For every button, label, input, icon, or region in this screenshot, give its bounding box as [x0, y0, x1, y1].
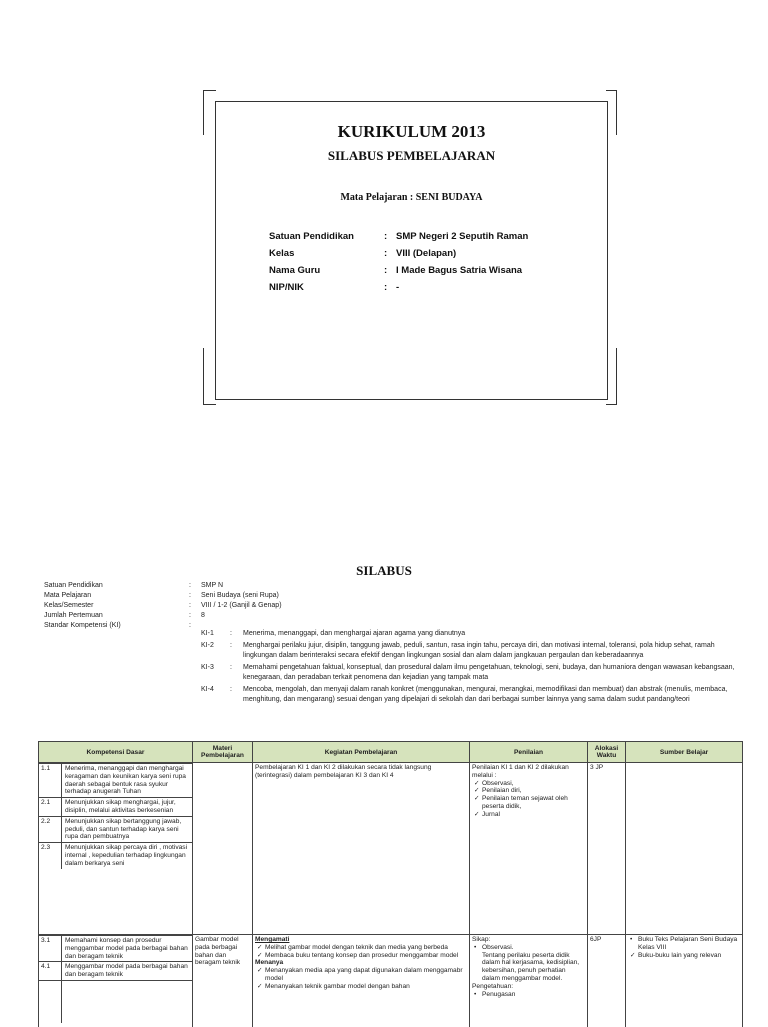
ki-text: Menghargai perilaku jujur, disiplin, tanggung jawab, peduli, santun, rasa ingin tahu, percaya diri, dan motivasi internal, toleransi, pola hidup sehat, ramah lingkungan dalam berinteraksi secara efektif dengan lingkungan sosial dan alam dalam jangkauan pergaulan dan keberadaannya [243, 641, 715, 659]
meta-row [44, 580, 282, 590]
kegiatan-heading: Mengamati [255, 936, 290, 943]
ki-code: KI-2 [201, 641, 214, 649]
cover-field-label: Nama Guru [269, 265, 321, 276]
ki-code: KI-4 [201, 685, 214, 693]
sumber-cell [626, 763, 743, 935]
ki-separator: : [230, 663, 232, 671]
cover-subtitle: SILABUS PEMBELAJARAN [327, 148, 496, 163]
penilaian-cell [470, 935, 588, 1027]
penilaian-text: Tentang perilaku peserta didik dalam hal kerjasama, kedisiplian, kebersihan, penuh perhatian dalam menggambar model. [482, 951, 580, 982]
ki-item [201, 641, 746, 662]
kd-number: 1.1 [39, 764, 62, 798]
meta-separator: : [189, 591, 191, 599]
penilaian-bullet: • Penugasan [472, 991, 585, 999]
table-row [39, 763, 743, 935]
cover-field-value: VIII (Delapan) [396, 248, 457, 259]
kegiatan-item: ✓ Menanyakan teknik gambar model dengan bahan [255, 983, 467, 991]
kd-text: Menunjukkan sikap bertanggung jawab, peduli, dan santun terhadap karya seni rupa dan pembuatnya [62, 816, 193, 842]
meta-label: Standar Kompetensi (KI) [44, 621, 121, 629]
cover-field-row [269, 228, 528, 245]
header-kegiatan: Kegiatan Pembelajaran [253, 742, 470, 763]
kd-number [39, 980, 62, 1023]
cover-fields [269, 228, 528, 296]
kd-text: Menggambar model pada berbagai bahan dan beragam teknik [62, 962, 193, 981]
penilaian-heading: Sikap: [472, 936, 491, 943]
ki-text: Menerima, menanggapi, dan menghargai ajaran agama yang dianutnya [243, 630, 466, 637]
kd-cell [39, 763, 193, 935]
silabus-meta [44, 580, 282, 630]
ki-separator: : [230, 641, 232, 649]
meta-separator: : [189, 601, 191, 609]
kd-text [62, 980, 193, 1023]
kegiatan-item: ✓ Melihat gambar model dengan teknik dan media yang berbeda [255, 944, 467, 952]
kegiatan-heading: Menanya [255, 959, 284, 967]
ki-list [201, 629, 746, 707]
ki-item [201, 629, 746, 640]
kegiatan-cell: Pembelajaran KI 1 dan KI 2 dilakukan secara tidak langsung (terintegrasi) dalam pembelajaran KI 3 dan KI 4 [253, 763, 470, 935]
header-kompetensi-dasar: Kompetensi Dasar [39, 742, 193, 763]
kd-text: Menerima, menanggapi dan menghargai keragaman dan keunikan karya seni rupa daerah sebagai bentuk rasa syukur terhadap anugerah Tuhan [62, 764, 193, 798]
cover-field-value: SMP Negeri 2 Seputih Raman [396, 231, 529, 242]
cover-field-value: I Made Bagus Satria Wisana [396, 265, 523, 276]
meta-value: SMP N [201, 581, 224, 589]
sumber-bullet: • Buku Teks Pelajaran Seni Budaya Kelas VIII [628, 936, 740, 952]
meta-row [44, 610, 282, 620]
kd-item [39, 936, 192, 962]
cover-field-separator: : [384, 265, 388, 276]
kd-number: 3.1 [39, 936, 62, 962]
ki-text: Mencoba, mengolah, dan menyaji dalam ranah konkret (menggunakan, mengurai, merangkai, memodifikasi dan membuat) dan abstrak (menulis, membaca, menghitung, dan mengarang) sesuai dengan yang dipelajari di sekolah dan dari berbagai sumber lainnya yang sama dalam sudut pandang/teori [243, 685, 728, 703]
kd-text: Menunjukkan sikap percaya diri , motivasi internal , kepedulian terhadap lingkungan dalam berkarya seni [62, 843, 193, 869]
header-penilaian: Penilaian [470, 742, 588, 763]
penilaian-item: ✓ Penilaian teman sejawat oleh peserta didik, [472, 795, 585, 811]
header-materi: Materi Pembelajaran [193, 742, 253, 763]
cover-title: KURIKULUM 2013 [337, 122, 486, 141]
silabus-table [38, 741, 743, 1027]
cover-field-separator: : [384, 231, 388, 242]
cover-field-label: Satuan Pendidikan [269, 231, 354, 242]
penilaian-cell [470, 763, 588, 935]
meta-label: Jumlah Pertemuan [44, 611, 103, 619]
kd-cell [39, 935, 193, 1027]
ki-code: KI-1 [201, 630, 214, 637]
ki-text: Memahami pengetahuan faktual, konseptual, dan prosedural dalam ilmu pengetahuan, teknologi, seni, budaya, dan humaniora dengan wawasan kebangsaan, kenegaraan, dan peradaban terkait penomena dan kejadian yang tampak mata [243, 663, 735, 681]
materi-cell [193, 763, 253, 935]
kd-number: 2.3 [39, 843, 62, 869]
meta-label: Kelas/Semester [44, 601, 94, 609]
kd-item [39, 764, 192, 798]
meta-separator: : [189, 621, 191, 629]
cover-box [215, 101, 608, 400]
penilaian-heading: Pengetahuan: [472, 982, 514, 990]
ki-separator: : [230, 685, 232, 693]
kd-number: 2.2 [39, 816, 62, 842]
cover-field-separator: : [384, 248, 388, 259]
kd-text: Menunjukkan sikap menghargai, jujur, disiplin, melalui aktivitas berkesenian [62, 798, 193, 817]
sumber-check: ✓ Buku-buku lain yang relevan [628, 952, 740, 960]
cover-field-separator: : [384, 282, 388, 293]
kegiatan-item: ✓ Menanyakan media apa yang dapat digunakan dalam menggamabr model [255, 967, 467, 983]
meta-value: 8 [201, 611, 205, 619]
meta-row [44, 590, 282, 600]
ki-code: KI-3 [201, 663, 214, 671]
penilaian-item: ✓ Penilaian diri, [472, 787, 585, 795]
kd-item [39, 962, 192, 981]
penilaian-bullet: • Observasi. [472, 944, 585, 952]
kd-item [39, 798, 192, 817]
table-row [39, 935, 743, 1027]
penilaian-item: ✓ Jurnal [472, 811, 585, 819]
kd-list [39, 763, 192, 869]
meta-value: VIII / 1-2 (Ganjil & Genap) [201, 601, 282, 609]
table-header-row [39, 742, 743, 763]
cover-field-label: NIP/NIK [269, 282, 304, 293]
kd-text: Memahami konsep dan prosedur menggambar model pada berbagai bahan dan beragam teknik [62, 936, 193, 962]
ki-item [201, 685, 746, 706]
cover-field-row [269, 279, 528, 296]
kd-item [39, 980, 192, 1023]
ki-item [201, 663, 746, 684]
kd-item [39, 816, 192, 842]
cover-field-label: Kelas [269, 248, 295, 259]
alokasi-cell: 6JP [588, 935, 626, 1027]
kegiatan-cell [253, 935, 470, 1027]
penilaian-item: ✓ Observasi, [472, 780, 585, 788]
cover-field-row [269, 245, 528, 262]
meta-label: Satuan Pendidikan [44, 581, 103, 589]
silabus-title: SILABUS [356, 563, 412, 578]
meta-separator: : [189, 581, 191, 589]
cover-field-row [269, 262, 528, 279]
kd-number: 4.1 [39, 962, 62, 981]
cover-subject: Mata Pelajaran : SENI BUDAYA [340, 192, 483, 203]
ki-separator: : [230, 630, 232, 637]
kegiatan-item: ✓ Membaca buku tentang konsep dan prosedur menggambar model [255, 952, 467, 960]
kd-list [39, 935, 192, 1023]
meta-value: Seni Budaya (seni Rupa) [201, 591, 279, 599]
meta-row [44, 600, 282, 610]
meta-label: Mata Pelajaran [44, 591, 92, 599]
header-alokasi: Alokasi Waktu [588, 742, 626, 763]
materi-cell: Gambar model pada berbagai bahan dan beragam teknik [193, 935, 253, 1027]
sumber-cell [626, 935, 743, 1027]
penilaian-intro: Penilaian KI 1 dan KI 2 dilakukan melalui : [472, 764, 569, 779]
kd-number: 2.1 [39, 798, 62, 817]
cover-field-value: - [396, 282, 400, 293]
meta-separator: : [189, 611, 191, 619]
header-sumber: Sumber Belajar [626, 742, 743, 763]
kd-item [39, 843, 192, 869]
alokasi-cell: 3 JP [588, 763, 626, 935]
